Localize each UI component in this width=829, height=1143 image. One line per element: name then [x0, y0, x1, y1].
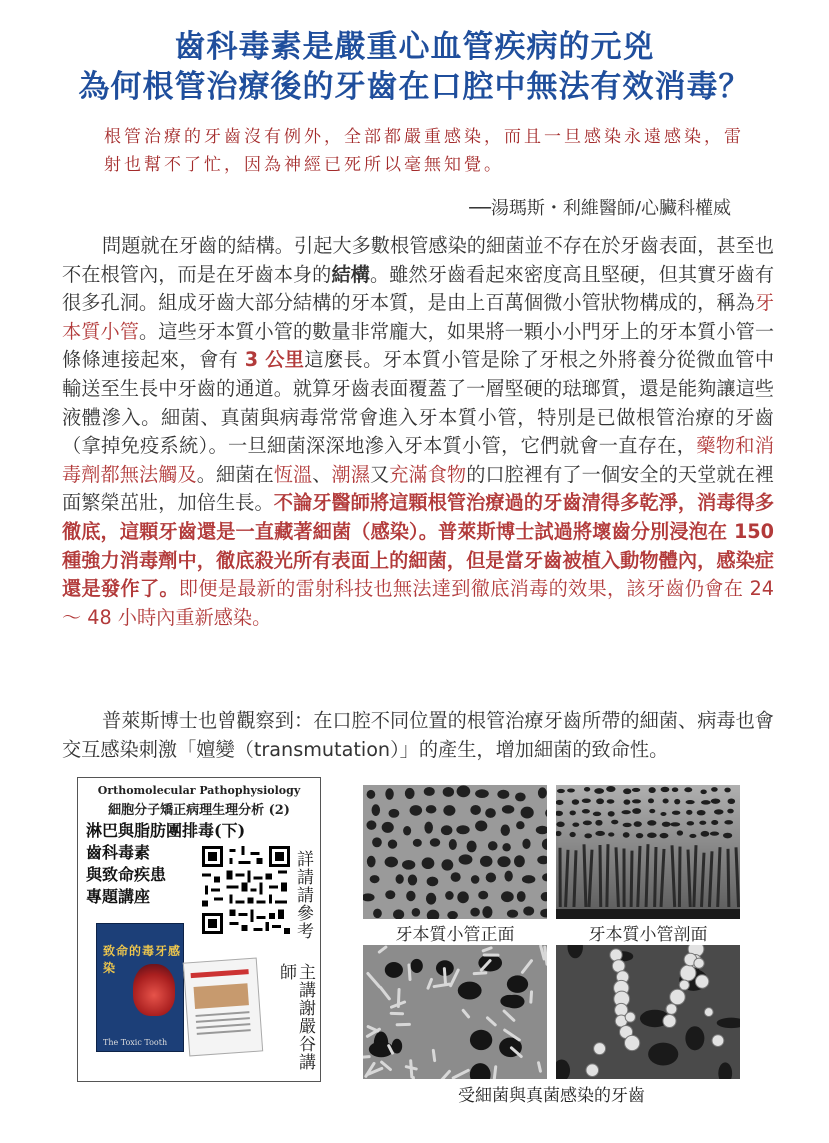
- flyer-text-line: [195, 1011, 249, 1017]
- lecturer-credit: [276, 963, 314, 1081]
- text-run: 。細菌在: [196, 462, 274, 486]
- sem-tubules-front-image: [363, 785, 547, 919]
- term-dentinal-tubules: 牙本質小管: [62, 291, 774, 343]
- lecture-topic: 與致命疾患: [86, 865, 167, 884]
- pull-quote: 根管治療的牙齒沒有例外，全部都嚴重感染，而且一旦感染永遠感染，雷射也幫不了忙，因為神經已死所以毫無知覺。: [104, 127, 744, 175]
- emphasis-humid: 潮濕: [331, 462, 370, 486]
- lecture-topic: 專題講座: [86, 887, 151, 906]
- caption-tubules-section: 牙本質小管剖面: [588, 925, 708, 945]
- quote-attribution: ──湯瑪斯・利維醫師/心臟科權威: [469, 198, 731, 219]
- body-paragraph-2: 普萊斯博士也曾觀察到：在口腔不同位置的根管治療牙齒所帶的細菌、病毒也會交互感染刺激「嬗變（transmutation）」的產生，增加細菌的致命性。: [62, 709, 774, 761]
- emphasis-bold-red-block: 不論牙醫師將這顆根管治療過的牙齒清得多乾淨，消毒得多徹底，這顆牙齒還是一直藏著細菌（感染）。普萊斯博士試過將壞齒分別浸泡在 150 種強力消毒劑中，徹底殺光所有表面上的細菌，但是當牙齒被植入動物體內，感染症還是發作了。: [62, 491, 775, 601]
- lecture-title-en: Orthomolecular Pathophysiology: [97, 784, 301, 797]
- emphasis-3km: 3 公里: [244, 348, 305, 372]
- book-cover: [96, 923, 184, 1052]
- qr-code[interactable]: [202, 846, 290, 934]
- text-run: 。雖然牙齒看起來密度高且堅硬，但其實牙齒有很多孔洞。組成牙齒大部分結構的牙本質，是由上百萬個微小管狀物構成的，稱為: [62, 262, 775, 315]
- text-run: 的口腔裡有了一個安全的天堂就在裡面繁榮茁壯，加倍生長。: [62, 462, 775, 515]
- flyer-photo: [194, 983, 249, 1009]
- text-run: 又: [369, 462, 390, 486]
- lecture-title-zh: 細胞分子矯正病理生理分析 (2): [108, 803, 290, 818]
- lecture-topic: 淋巴與脂肪團排毒(下): [86, 821, 246, 840]
- body-paragraph-1: [62, 232, 774, 632]
- sem-infected-tooth-bacteria-image: [363, 945, 547, 1079]
- qr-caption: 詳請請參考: [293, 850, 313, 940]
- sem-tubules-section-image: [556, 785, 740, 919]
- sem-infected-tooth-fungi-image: [556, 945, 740, 1079]
- headline-line-2: 為何根管治療後的牙齒在口腔中無法有效消毒？: [78, 69, 751, 105]
- emphasis-unreachable: 藥物和消毒劑都無法觸及: [62, 434, 775, 486]
- book-title-en: The Toxic Tooth: [103, 1038, 168, 1047]
- emphasis-laser: 即便是最新的雷射科技也無法達到徹底消毒的效果，該牙齒仍會在 24 ～ 48 小時內重新感染。: [62, 577, 775, 629]
- text-run: 、: [312, 462, 332, 486]
- flyer-text-line: [196, 1017, 250, 1023]
- flyer-sheet: [183, 958, 263, 1057]
- lecturer-name: 謝嚴谷講師: [276, 963, 315, 1071]
- flyer-header-bar: [191, 969, 249, 978]
- text-run: 。這些牙本質小管的數量非常龐大，如果將一顆小小門牙上的牙本質小管一條條連接起來，會有: [62, 319, 775, 372]
- book-title: 致命的毒牙感染: [103, 944, 182, 975]
- emphasis-structure: 結構: [331, 262, 370, 286]
- emphasis-constant-temp: 恆溫: [273, 462, 313, 486]
- lecturer-role: 主講: [295, 963, 315, 999]
- lecture-ad-box: [77, 777, 321, 1082]
- flyer-text-line: [197, 1029, 251, 1035]
- caption-infected-tooth: 受細菌與真菌感染的牙齒: [458, 1086, 645, 1106]
- lecture-topic: 齒科毒素: [86, 843, 151, 862]
- text-run: 問題就在牙齒的結構。引起大多數根管感染的細菌並不存在於牙齒表面，甚至也不在根管內，而是在牙齒本身的: [62, 234, 774, 286]
- emphasis-food: 充滿食物: [389, 462, 467, 486]
- caption-tubules-front: 牙本質小管正面: [395, 925, 515, 945]
- flyer-text-line: [196, 1023, 250, 1029]
- book-skull-image: [133, 964, 175, 1016]
- text-run: 這麼長。牙本質小管是除了牙根之外將養分從微血管中輸送至生長中牙齒的通道。就算牙齒表面覆蓋了一層堅硬的琺瑯質，還是能夠讓這些液體滲入。細菌、真菌與病毒常常會進入牙本質小管，特別是已做根管治療的牙齒（拿掉免疫系統）。一旦細菌深深地滲入牙本質小管，它們就會一直存在，: [62, 348, 775, 458]
- headline-line-1: 齒科毒素是嚴重心血管疾病的元兇: [174, 29, 655, 65]
